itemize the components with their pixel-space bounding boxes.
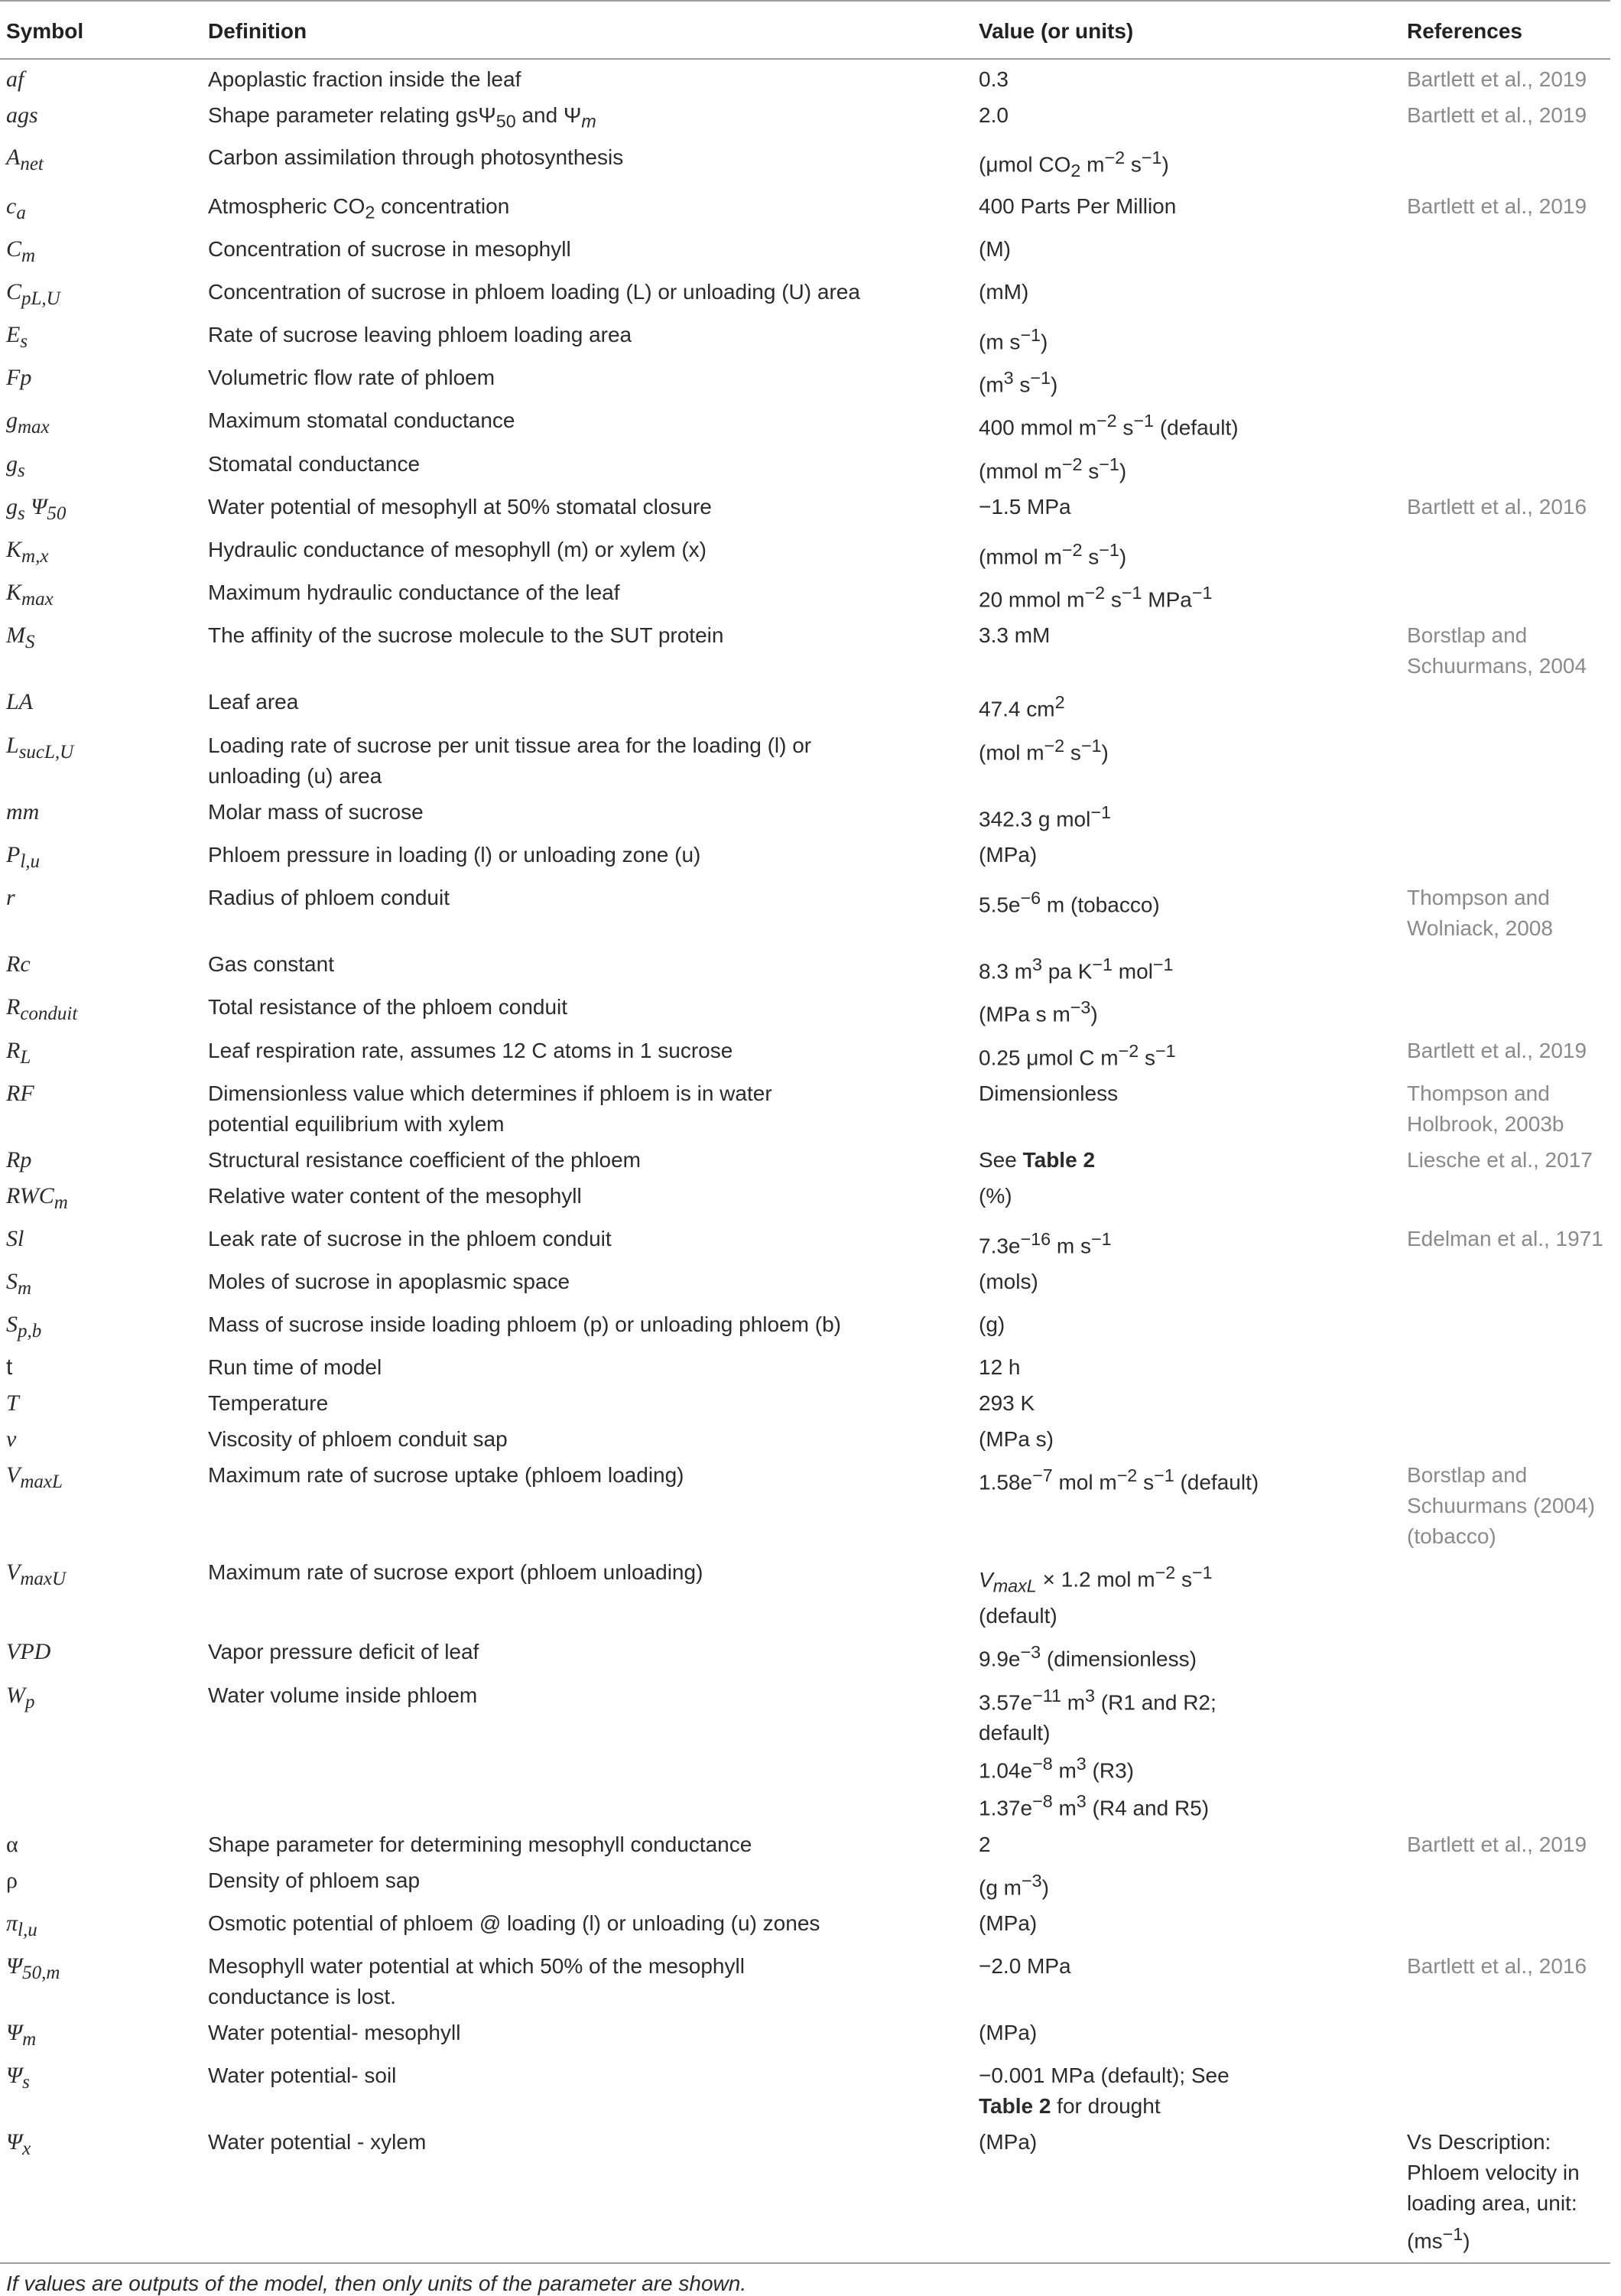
definition-cell: Water potential - xylem [208,2122,979,2263]
reference-cell [1407,945,1610,987]
symbol-cell: af [6,67,24,92]
definition-cell: Total resistance of the phloem conduit [208,995,568,1020]
value-cell: −0.001 MPa (default); See Table 2 for drought [979,2063,1230,2119]
reference-cell [1407,358,1610,401]
value-cell: $9.9e^{-3}$ (dimensionless) [979,1642,1197,1671]
reference-cell [1407,229,1610,272]
symbol-cell: ags [6,102,38,128]
reference-cell: Bartlett et al., 2019 [1407,103,1587,127]
definition-cell: Water potential of mesophyll at 50% stomatal closure [208,494,712,519]
table-row [0,1904,1610,1946]
symbol-cell: $\Psi_x$ [0,2122,208,2263]
reference-cell: Edelman et al., 1971 [1407,1227,1603,1251]
column-header-definition: Definition [208,1,979,59]
definition-cell: Phloem pressure in loading (l) or unloading zone (u) [208,843,701,867]
reference-cell [1407,315,1610,358]
reference-cell: Vs Description: Phloem velocity in loading area, unit: $(ms^{-1})$ [1407,2122,1610,2263]
definition-cell: Leaf respiration rate, assumes 12 C atoms in 1 sucrose [208,1038,733,1062]
reference-cell [1407,1262,1610,1305]
reference-cell: Bartlett et al., 2019 [1407,194,1587,218]
table-row [0,2013,1610,2056]
reference-cell: Bartlett et al., 2016 [1407,1954,1587,1979]
table-row [0,59,1610,96]
table-row [0,530,1610,573]
table-row [0,1262,1610,1305]
value-cell: $1.58e^{-7}$ mol $m^{-2}$ $s^{-1}$ (default) [979,1465,1259,1494]
value-cell: 2 [979,1832,991,1856]
table-row [0,401,1610,444]
value-cell: ($m^3$ $s^{-1}$) [979,367,1058,397]
reference-cell [1407,2013,1610,2056]
definition-cell: Density of phloem sap [208,1868,421,1892]
table-row [0,444,1610,487]
symbol-cell: α [6,1831,18,1857]
reference-cell [1407,138,1610,187]
table-row [0,315,1610,358]
symbol-cell: $C_{pL,U}$ [6,278,60,309]
reference-cell: Borstlap and Schuurmans, 2004 [1407,623,1587,678]
value-cell: $5.5e^{-6}$ m (tobacco) [979,888,1160,917]
value-cell: 0.3 [979,67,1009,91]
symbol-cell: $g_s$ $\Psi_{50}$ [6,493,67,524]
value-cell: 293 K [979,1391,1035,1416]
table-row [0,835,1610,878]
table-row [0,1074,1610,1140]
value-cell: −2.0 MPa [979,1954,1071,1979]
symbol-cell: $K_{max}$ [6,580,54,610]
value-cell: 12 h [979,1355,1021,1380]
value-cell: (MPa) [979,2021,1038,2045]
table-footnote: If values are outputs of the model, then only units of the parameter are shown. [6,2272,747,2296]
table-row [0,1825,1610,1861]
table-row [0,1420,1610,1455]
reference-cell [1407,792,1610,835]
symbol-cell: $\Psi_s$ [6,2063,30,2093]
value-cell: (M) [979,236,1011,261]
definition-cell: Structural resistance coefficient of the phloem [208,1148,642,1172]
table-row [0,1140,1610,1176]
definition-cell: Leaf area [208,690,299,714]
reference-cell: Bartlett et al., 2016 [1407,494,1587,519]
symbol-cell: Rp [6,1147,32,1173]
definition-cell: Rate of sucrose leaving phloem loading area [208,322,632,346]
value-cell: Dimensionless [979,1081,1119,1106]
reference-cell [1407,1861,1610,1904]
definition-cell: Loading rate of sucrose per unit tissue area for the loading (l) or unloading (u) area [208,733,812,788]
table-row [0,1632,1610,1675]
definition-cell: Dimensionless value which determines if phloem is in water potential equilibrium with xylem [208,1081,772,1137]
symbol-cell: Fp [6,364,32,390]
definition-cell: Moles of sucrose in apoplasmic space [208,1270,570,1294]
definition-cell: Mesophyll water potential at which 50% of the mesophyll conductance is lost. [208,1954,745,2009]
symbol-cell: $R_L$ [6,1037,31,1068]
reference-cell [1407,682,1610,725]
reference-cell [1407,530,1610,573]
value-cell: (MPa s) [979,1427,1054,1452]
table-row [0,1676,1610,1825]
reference-cell [1407,444,1610,487]
reference-cell [1407,1348,1610,1384]
reference-cell [1407,2056,1610,2122]
definition-cell: Carbon assimilation through photosynthesis [208,145,624,169]
table-row [0,1455,1610,1553]
value-cell: (MPa s $m^{-3}$) [979,997,1098,1026]
symbol-cell: VPD [6,1639,51,1665]
table-row [0,1219,1610,1262]
definition-cell: Concentration of sucrose in phloem loading (L) or unloading (U) area [208,279,860,304]
reference-cell [1407,1676,1610,1825]
definition-cell: Vapor pressure deficit of leaf [208,1640,479,1664]
table-row [0,1031,1610,1074]
definition-cell: Radius of phloem conduit [208,886,450,910]
symbol-cell: $W_p$ [6,1682,35,1712]
table-row [0,2122,1610,2263]
table-row [0,138,1610,187]
definition-cell: Leak rate of sucrose in the phloem conduit [208,1227,612,1251]
table-row [0,187,1610,229]
definition-cell: Concentration of sucrose in mesophyll [208,236,571,261]
definition-cell: Maximum hydraulic conductance of the leaf [208,581,620,605]
value-cell: (μmol $CO_2$ $m^{-2}$ $s^{-1}$) [979,147,1169,180]
definition-cell: Stomatal conductance [208,451,421,476]
value-cell: See Table 2 [979,1148,1096,1172]
definition-cell: Water volume inside phloem [208,1683,478,1707]
reference-cell [1407,401,1610,444]
reference-cell [1407,1904,1610,1946]
symbol-cell: $R_{conduit}$ [6,994,78,1025]
symbol-cell: $V_{maxU}$ [6,1559,67,1590]
reference-cell [1407,726,1610,792]
definition-cell: Run time of model [208,1355,382,1380]
definition-cell: Water potential- mesophyll [208,2021,461,2045]
value-cell: 47.4 $cm^2$ [979,692,1065,721]
reference-cell [1407,987,1610,1030]
symbol-cell: Rc [6,951,31,977]
symbol-cell: $\Psi_{50,m}$ [6,1953,60,1984]
definition-cell: Mass of sucrose inside loading phloem (p) or unloading phloem (b) [208,1312,841,1337]
value-cell: 3.3 mM [979,623,1051,648]
table-row [0,2056,1610,2122]
table-row [0,229,1610,272]
symbol-cell: $RWC_m$ [6,1183,68,1214]
value-cell: 8.3 $m^3$ pa $K^{-1}$ mol$^{-1}$ [979,954,1174,984]
definition-cell: Maximum rate of sucrose uptake (phloem loading) [208,1463,684,1488]
table-row [0,682,1610,725]
column-header-symbol: Symbol [0,1,208,59]
value-cell: 2.0 [979,103,1009,127]
table-row [0,1861,1610,1904]
reference-cell: Bartlett et al., 2019 [1407,1832,1587,1856]
symbol-cell: v [6,1426,17,1452]
value-cell: $V_{maxL} \times 1.2$ mol $m^{-2}$ $s^{-1}$ (default) [979,1563,1213,1628]
table-row [0,1305,1610,1348]
table-row [0,487,1610,530]
table-header-row [0,1,1610,59]
symbol-cell: $L_{sucL,U}$ [6,732,74,763]
table-row [0,878,1610,945]
definition-cell: Molar mass of sucrose [208,799,424,824]
value-cell: (MPa) [979,843,1038,867]
reference-cell: Borstlap and Schuurmans (2004) (tobacco) [1407,1463,1595,1549]
value-cell: (mol $m^{-2}$ $s^{-1}$) [979,735,1109,765]
value-cell: 400 Parts Per Million [979,194,1177,218]
symbol-cell: $C_m$ [6,236,36,266]
symbol-cell: $\pi_{l,u}$ [6,1911,37,1941]
symbol-cell: mm [6,798,40,824]
column-header-references: References [1407,1,1610,59]
table-row [0,616,1610,682]
reference-cell: Bartlett et al., 2019 [1407,67,1587,91]
value-cell: (mmol $m^{-2}$ $s^{-1}$) [979,454,1127,483]
value-cell: $3.57e^{-11}$ $m^3$ (R1 and R2; default) $1.04e^{-8}$ $m^3$ (R3) $1.37e^{-8}$ $m^3$ (R4 and R5) [979,1685,1217,1820]
column-header-value: Value (or units) [979,1,1407,59]
definition-cell: Osmotic potential of phloem @ loading (l) or unloading (u) zones [208,1911,820,1936]
value-cell: (mM) [979,279,1029,304]
definition-cell: Hydraulic conductance of mesophyll (m) or xylem (x) [208,537,707,561]
value-cell: 0.25 μmol C $m^{-2}$ $s^{-1}$ [979,1040,1176,1070]
symbol-cell: ρ [6,1867,18,1893]
table-body [0,59,1610,2263]
symbol-cell: $\Psi_m$ [6,2020,37,2050]
value-cell: (g) [979,1312,1005,1337]
symbol-cell: r [6,885,15,911]
table-row [0,726,1610,792]
symbol-cell: $S_m$ [6,1269,32,1299]
symbol-cell: $g_{max}$ [6,408,50,438]
reference-cell [1407,573,1610,616]
symbol-cell: $g_s$ [6,450,25,481]
value-cell: (MPa) [979,1911,1038,1936]
definition-cell: Apoplastic fraction inside the leaf [208,67,521,91]
value-cell: $7.3e^{-16}$ m $s^{-1}$ [979,1229,1112,1258]
reference-cell: Thompson and Holbrook, 2003b [1407,1081,1564,1137]
symbol-cell: T [6,1390,19,1416]
value-cell: 20 mmol $m^{-2}$ $s^{-1}$ MPa$^{-1}$ [979,583,1213,612]
reference-cell [1407,1632,1610,1675]
reference-cell [1407,1553,1610,1632]
table-row [0,987,1610,1030]
symbol-cell: $c_a$ [6,193,26,223]
reference-cell [1407,835,1610,878]
reference-cell [1407,1420,1610,1455]
reference-cell [1407,1176,1610,1219]
reference-cell [1407,272,1610,315]
symbol-cell: $E_s$ [6,321,28,352]
value-cell: (mols) [979,1270,1038,1294]
symbol-cell: $S_{p,b}$ [6,1312,42,1342]
table-row [0,1348,1610,1384]
symbol-cell: $P_{l,u}$ [6,842,41,873]
value-cell: 400 mmol $m^{-2}$ $s^{-1}$ (default) [979,411,1239,440]
table-row [0,573,1610,616]
definition-cell: Viscosity of phloem conduit sap [208,1427,508,1452]
definition-cell: Maximum stomatal conductance [208,408,515,433]
definition-cell: Shape parameter relating gsΨ$_{50}$ and $\Psi_m$ [208,103,596,132]
symbol-cell: $V_{maxL}$ [6,1462,63,1493]
table-row [0,1553,1610,1632]
value-cell: (MPa) [979,2122,1407,2263]
table-row [0,1946,1610,2013]
value-cell: (g $m^{-3}$) [979,1870,1049,1900]
reference-cell: Liesche et al., 2017 [1407,1148,1593,1172]
value-cell: (%) [979,1184,1012,1208]
definition-cell: Water potential- soil [208,2063,397,2088]
definition-cell: Atmospheric $CO_2$ concentration [208,194,510,223]
value-cell: 342.3 g mol$^{-1}$ [979,802,1111,831]
definition-cell: Gas constant [208,952,334,977]
definition-cell: The affinity of the sucrose molecule to the SUT protein [208,623,724,648]
table-row [0,272,1610,315]
table-row [0,1384,1610,1420]
table-row [0,358,1610,401]
table-row [0,1176,1610,1219]
symbol-cell: $M_S$ [6,623,35,653]
definition-cell: Temperature [208,1391,329,1416]
symbol-cell: $A_{net}$ [6,144,44,174]
reference-cell [1407,1384,1610,1420]
definition-cell: Maximum rate of sucrose export (phloem unloading) [208,1560,703,1585]
value-cell: −1.5 MPa [979,494,1071,519]
table-row [0,945,1610,987]
definition-cell: Volumetric flow rate of phloem [208,365,495,389]
reference-cell: Thompson and Wolniack, 2008 [1407,886,1553,941]
value-cell: (m $s^{-1}$) [979,324,1048,353]
value-cell: (mmol $m^{-2}$ $s^{-1}$) [979,539,1127,569]
reference-cell [1407,1305,1610,1348]
definition-cell: Relative water content of the mesophyll [208,1184,582,1208]
symbol-cell: $K_{m,x}$ [6,536,49,567]
symbol-cell: LA [6,689,34,715]
table-row [0,96,1610,138]
symbol-cell: t [6,1355,13,1381]
table-row [0,792,1610,835]
symbol-cell: RF [6,1081,34,1107]
definition-cell: Shape parameter for determining mesophyll conductance [208,1832,752,1856]
reference-cell: Bartlett et al., 2019 [1407,1038,1587,1062]
symbol-cell: Sl [6,1226,24,1252]
